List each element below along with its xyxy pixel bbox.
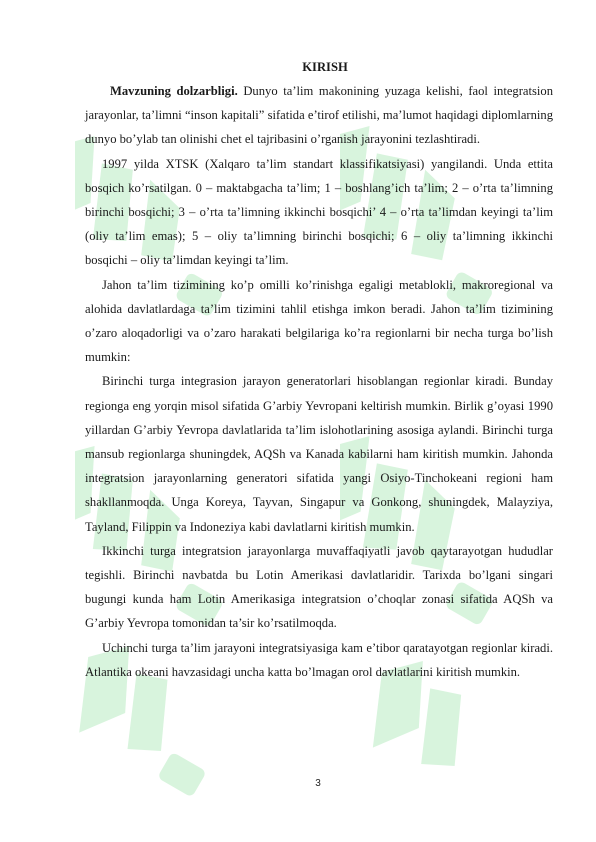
paragraph-world-education: Jahon ta’lim tizimining ko’p omilli ko’rinishga egaligi metablokli, makroregional va alohida davlatlardaga ta’lim tizimini tahlil etishga imkon beradi. Jahon ta’lim tizimining o’zaro aloqadorligi va o’zaro harakati belgilariga ko’ra regionlarni bir necha turga bo’lish mumkin:: [85, 277, 553, 365]
paragraph-relevance: [85, 79, 553, 152]
paragraph-text: Dunyo ta’lim makonining yuzaga kelishi, faol integratsion jarayonlar, ta’limni “inson kapitali” sifatida e’tirof etilishi, ma’lumot haqidagi diplomlarning dunyo bo’ylab tan olinishi chet el tajribasini o’rganish jarayonini tezlashtiradi.: [85, 84, 553, 147]
paragraph-first-type: Birinchi turga integrasion jarayon generatorlari hisoblangan regionlar kiradi. Bunday regionga eng yorqin misol sifatida G’arbiy Yevropani keltirish mumkin. Birlik g’oyasi 1990 yillardan G’arbiy Yevropa davlatlarida ta’lim islohotlarining asosiga aylandi. Birinchi turga mansub regionlarga shuningdek, AQSh va Kanada kabilarni ham kiritish mumkin. Jahonda integratsion jarayonlarning generatori sifatida yangi Osiyo-Tinchokeani regioni ham shakllanmoqda. Unga Koreya, Tayvan, Singapur va Gonkong, shuningdek, Malayziya, Tayland, Filippin va Indoneziya kabi davlatlarni kiritish mumkin.: [85, 374, 553, 534]
section-title: KIRISH: [302, 60, 348, 74]
document-body: [85, 55, 553, 684]
paragraph-lead: Mavzuning dolzarbligi.: [110, 84, 238, 98]
page-number: 3: [315, 778, 321, 789]
paragraph-classification: 1997 yilda XTSK (Xalqaro ta’lim standart klassifikatsiyasi) yangilandi. Unda ettita bosqich ko’rsatilgan. 0 – maktabgacha ta’lim; 1 – boshlang’ich ta’lim; 2 – o’rta ta’limning birinchi bosqichi; 3 – o’rta ta’limning ikkinchi bosqichi’ 4 – o’rta ta’limdan keyingi ta’lim (oliy ta’lim emas); 5 – oliy ta’limning birinchi bosqichi; 6 – oliy ta’limning ikkinchi bosqichi – oliy ta’limdan keyingi ta’lim.: [85, 156, 553, 268]
paragraph-second-type: Ikkinchi turga integratsion jarayonlarga muvaffaqiyatli javob qaytarayotgan hududlar tegishli. Birinchi navbatda bu Lotin Amerikasi davlatlaridir. Tarixda bo’lgani singari bugungi kunda ham Lotin Amerikasiga integratsion o’choqlar zonasi sifatida AQSh va G’arbiy Yevropa tomonidan ta’sir ko’rsatilmoqda.: [85, 543, 553, 631]
paragraph-third-type: Uchinchi turga ta’lim jarayoni integratsiyasiga kam e’tibor qaratayotgan regionlar kiradi. Atlantika okeani havzasidagi uncha katta bo’lmagan orol davlatlarini kiritish mumkin.: [85, 640, 553, 679]
